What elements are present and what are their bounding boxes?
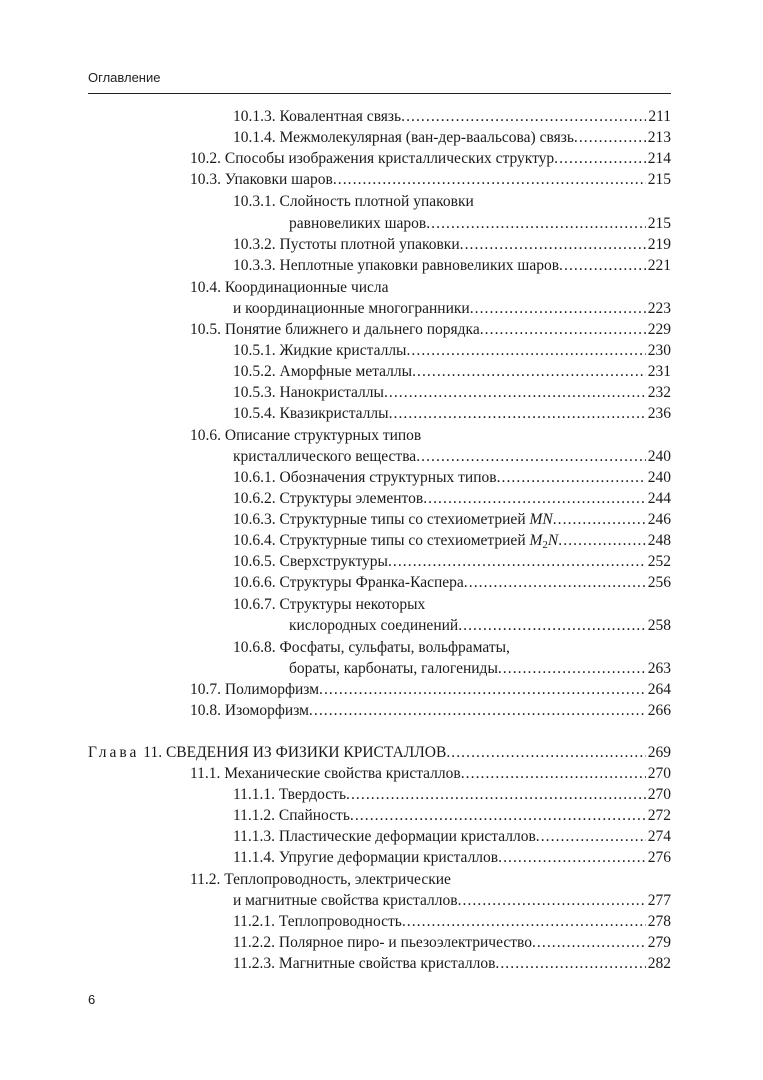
toc-entry-title: 10.5.1. Жидкие кристаллы [233, 342, 407, 359]
toc-entry-page: 278 [647, 913, 671, 930]
toc-entry-title: 10.1.3. Ковалентная связь [233, 108, 402, 125]
toc-entry-page: 223 [647, 300, 671, 317]
toc-entry [0, 637, 763, 658]
toc-entry [0, 847, 763, 868]
toc-entry-page: 263 [647, 660, 671, 677]
toc-entry [0, 467, 763, 488]
toc-entry-title: 10.6.1. Обозначения структурных типов [233, 469, 497, 486]
toc-entry-page: 219 [647, 236, 671, 253]
toc-entry-page: 221 [647, 257, 671, 274]
toc-entry-page: 276 [647, 849, 671, 866]
toc-entry-page: 269 [647, 744, 671, 761]
toc-entry [0, 700, 763, 721]
toc-entry-title: кристаллического вещества [233, 448, 417, 465]
toc-entry-page: 274 [647, 828, 671, 845]
toc-entry-page: 244 [647, 490, 671, 507]
formula-n: N [547, 532, 559, 549]
toc-entry [0, 382, 763, 403]
toc-entry-title: 11.2.2. Полярное пиро- и пьезоэлектричество [233, 934, 532, 951]
toc-entry-page: 248 [647, 532, 671, 549]
toc-entry-title: 10.3.2. Пустоты плотной упаковки [233, 236, 460, 253]
toc-chapter-entry [0, 742, 763, 763]
toc-entry [0, 340, 763, 361]
formula-subscript: 2 [542, 539, 548, 551]
toc-entry-title: 10.8. Изоморфизм [190, 702, 309, 719]
toc-entry-title: 10.6.8. Фосфаты, сульфаты, вольфраматы, [233, 639, 510, 656]
toc-entry [0, 191, 763, 212]
toc-entry-page: 214 [647, 150, 671, 167]
toc-entry-title: 10.3.1. Слойность плотной упаковки [233, 193, 474, 210]
toc-entry [0, 826, 763, 847]
toc-entry-title: 11.2. Теплопроводность, электрические [190, 871, 451, 888]
toc-entry [0, 805, 763, 826]
toc-entry [0, 361, 763, 382]
toc-entry [0, 530, 763, 551]
toc-entry [0, 403, 763, 424]
toc-entry-page: 215 [647, 171, 671, 188]
toc-entry-page: 240 [647, 448, 671, 465]
toc-entry-title: 10.6.2. Структуры элементов [233, 490, 424, 507]
toc-entry-title: и координационные многогранники [233, 300, 470, 317]
toc-entry [0, 509, 763, 530]
toc-entry-page: 213 [647, 129, 671, 146]
toc-entry-title: 11.2.3. Магнитные свойства кристаллов [233, 955, 496, 972]
toc-entry [0, 425, 763, 446]
toc-entry [0, 169, 763, 190]
toc-entry-page: 246 [647, 511, 671, 528]
toc-entry-title: 11.1. Механические свойства кристаллов [190, 765, 461, 782]
toc-entry-title: 10.6.6. Структуры Франка-Каспера [233, 574, 464, 591]
toc-entry [0, 615, 763, 636]
toc-entry-page: 277 [647, 892, 671, 909]
toc-entry-title: 10.6.5. Сверхструктуры [233, 553, 388, 570]
toc-entry-page: 231 [647, 363, 671, 380]
toc-entry [0, 488, 763, 509]
toc-entry [0, 890, 763, 911]
page-number: 6 [88, 992, 96, 1007]
toc-entry-page: 232 [647, 384, 671, 401]
toc-entry-page: 256 [647, 574, 671, 591]
toc-entry [0, 784, 763, 805]
toc-entry [0, 594, 763, 615]
toc-entry-title: 10.7. Полиморфизм [190, 681, 320, 698]
toc-entry-title: 11.1.1. Твердость [233, 786, 347, 803]
toc-entry-title: 10.5.3. Нанокристаллы [233, 384, 384, 401]
toc-entry-title: 11.1.4. Упругие деформации кристаллов [233, 849, 499, 866]
formula: MN [529, 511, 553, 528]
toc-entry-title: 11.1.2. Спайность [233, 807, 350, 824]
toc-entry-title: 10.5.4. Квазикристаллы [233, 405, 389, 422]
toc-entry [0, 213, 763, 234]
toc-entry-title: и магнитные свойства кристаллов [233, 892, 458, 909]
toc-entry-title: бораты, карбонаты, галогениды [289, 660, 498, 677]
toc-entry-title: 10.1.4. Межмолекулярная (ван-дер-ваальсова) связь [233, 129, 574, 146]
toc-entry-page: 270 [647, 765, 671, 782]
toc-entry-page: 211 [648, 108, 671, 125]
toc-entry [0, 446, 763, 467]
toc-entry [0, 234, 763, 255]
toc-entry-page: 282 [647, 955, 671, 972]
toc-entry-page: 215 [647, 215, 671, 232]
toc-entry [0, 658, 763, 679]
toc-entry [0, 106, 763, 127]
toc-entry-title: 10.4. Координационные числа [190, 279, 389, 296]
toc-entry-page: 266 [647, 702, 671, 719]
toc-entry-page: 272 [647, 807, 671, 824]
toc-entry [0, 551, 763, 572]
toc-entry-title: 10.5.2. Аморфные металлы [233, 363, 413, 380]
toc-entry-title: 11.2.1. Теплопроводность [233, 913, 402, 930]
toc-chapter-title [88, 742, 446, 763]
formula-m: M [529, 532, 543, 549]
toc-entry-page: 230 [647, 342, 671, 359]
toc-entry [0, 277, 763, 298]
toc-entry [0, 127, 763, 148]
toc-entry [0, 911, 763, 932]
chapter-title-text: 11. СВЕДЕНИЯ ИЗ ФИЗИКИ КРИСТАЛЛОВ [139, 744, 447, 761]
toc-entry-page: 229 [647, 321, 671, 338]
toc-entry-title: 10.5. Понятие ближнего и дальнего порядка [190, 321, 480, 338]
toc-entry-title-text: 10.6.3. Структурные типы со стехиометрией [233, 511, 530, 528]
toc-entry-title: 10.6. Описание структурных типов [190, 427, 422, 444]
toc-entry-title [233, 509, 553, 530]
toc-entry-page: 236 [647, 405, 671, 422]
toc-entry [0, 869, 763, 890]
toc-entry [0, 953, 763, 974]
toc-entry-title: кислородных соединений [289, 617, 459, 634]
toc-entry [0, 763, 763, 784]
toc-entry-title: 10.3. Упаковки шаров [190, 171, 333, 188]
chapter-label: Глава [88, 744, 140, 761]
toc-entry [0, 572, 763, 593]
toc-entry-title-text: 10.6.4. Структурные типы со стехиометрией [233, 532, 530, 549]
toc-entry-page: 264 [647, 681, 671, 698]
toc-entry-page: 252 [647, 553, 671, 570]
toc-entry-title: 11.1.3. Пластические деформации кристаллов [233, 828, 536, 845]
toc-entry-page: 258 [647, 617, 671, 634]
toc-entry [0, 298, 763, 319]
toc-entry-title: 10.2. Способы изображения кристаллических структур [190, 150, 555, 167]
header-rule [88, 93, 671, 94]
toc-entry [0, 148, 763, 169]
toc-entry-title: равновеликих шаров [289, 215, 427, 232]
toc-entry-title: 10.6.7. Структуры некоторых [233, 596, 426, 613]
toc-entry [0, 255, 763, 276]
running-header: Оглавление [88, 70, 161, 85]
toc-entry-page: 240 [647, 469, 671, 486]
toc-entry [0, 679, 763, 700]
toc-entry [0, 932, 763, 953]
toc-entry-page: 279 [647, 934, 671, 951]
toc-entry-title: 10.3.3. Неплотные упаковки равновеликих шаров [233, 257, 560, 274]
toc-entry-page: 270 [647, 786, 671, 803]
toc-entry [0, 319, 763, 340]
